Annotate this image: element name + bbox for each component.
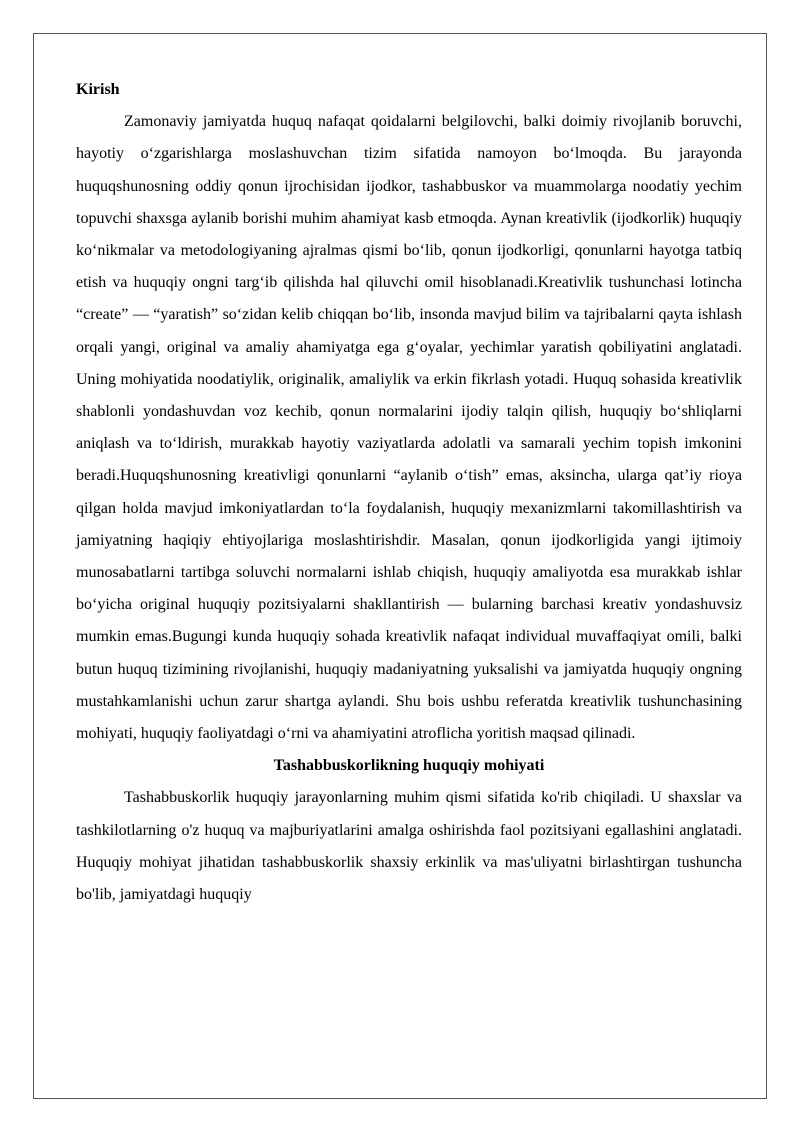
intro-paragraph: Zamonaviy jamiyatda huquq nafaqat qoidalarni belgilovchi, balki doimiy rivojlanib boruvchi, hayotiy oʻzgarishlarga moslashuvchan tizim sifatida namoyon boʻlmoqda. Bu jarayonda huquqshunosning oddiy qonun ijrochisidan ijodkor, tashabbuskor va muammolarga noodatiy yechim topuvchi shaxsga aylanib borishi muhim ahamiyat kasb etmoqda. Aynan kreativlik (ijodkorlik) huquqiy koʻnikmalar va metodologiyaning ajralmas qismi boʻlib, qonun ijodkorligi, qonunlarni hayotga tatbiq etish va huquqiy ongni targʻib qilishda hal qiluvchi omil hisoblanadi.Kreativlik tushunchasi lotincha “create” — “yaratish” soʻzidan kelib chiqqan boʻlib, insonda mavjud bilim va tajribalarni qayta ishlash orqali yangi, original va amaliy ahamiyatga ega gʻoyalar, yechimlar yaratish qobiliyatini anglatadi. Uning mohiyatida noodatiylik, originalik, amaliylik va erkin fikrlash yotadi. Huquq sohasida kreativlik shablonli yondashuvdan voz kechib, qonun normalarini ijodiy talqin qilish, huquqiy boʻshliqlarni aniqlash va toʻldirish, murakkab hayotiy vaziyatlarda adolatli va samarali yechim topish imkonini beradi.Huquqshunosning kreativligi qonunlarni “aylanib oʻtish” emas, aksincha, ularga qat’iy rioya qilgan holda mavjud imkoniyatlardan toʻla foydalanish, huquqiy mexanizmlarni takomillashtirish va jamiyatning haqiqiy ehtiyojlariga moslashtirishdir. Masalan, qonun ijodkorligida yangi ijtimoiy munosabatlarni tartibga soluvchi normalarni ishlab chiqish, huquqiy amaliyotda esa murakkab ishlar boʻyicha original huquqiy pozitsiyalarni shakllantirish — bularning barchasi kreativ yondashuvsiz mumkin emas.Bugungi kunda huquqiy sohada kreativlik nafaqat individual muvaffaqiyat omili, balki butun huquq tizimining rivojlanishi, huquqiy madaniyatning yuksalishi va jamiyatda huquqiy ongning mustahkamlanishi uchun zarur shartga aylandi. Shu bois ushbu referatda kreativlik tushunchasining mohiyati, huquqiy faoliyatdagi oʻrni va ahamiyatini atroflicha yoritish maqsad qilinadi. (76, 113, 742, 743)
section-paragraph: Tashabbuskorlik huquqiy jarayonlarning muhim qismi sifatida ko'rib chiqiladi. U shaxslar va tashkilotlarning o'z huquq va majburiyatlarini amalga oshirishda faol pozitsiyani egallashini anglatadi. Huquqiy mohiyat jihatidan tashabbuskorlik shaxsiy erkinlik va mas'uliyatni birlashtirgan tushuncha bo'lib, jamiyatdagi huquqiy (76, 789, 742, 904)
document-body (76, 74, 742, 911)
intro-heading: Kirish (76, 81, 120, 98)
section-heading: Tashabbuskorlikning huquqiy mohiyati (273, 757, 545, 775)
